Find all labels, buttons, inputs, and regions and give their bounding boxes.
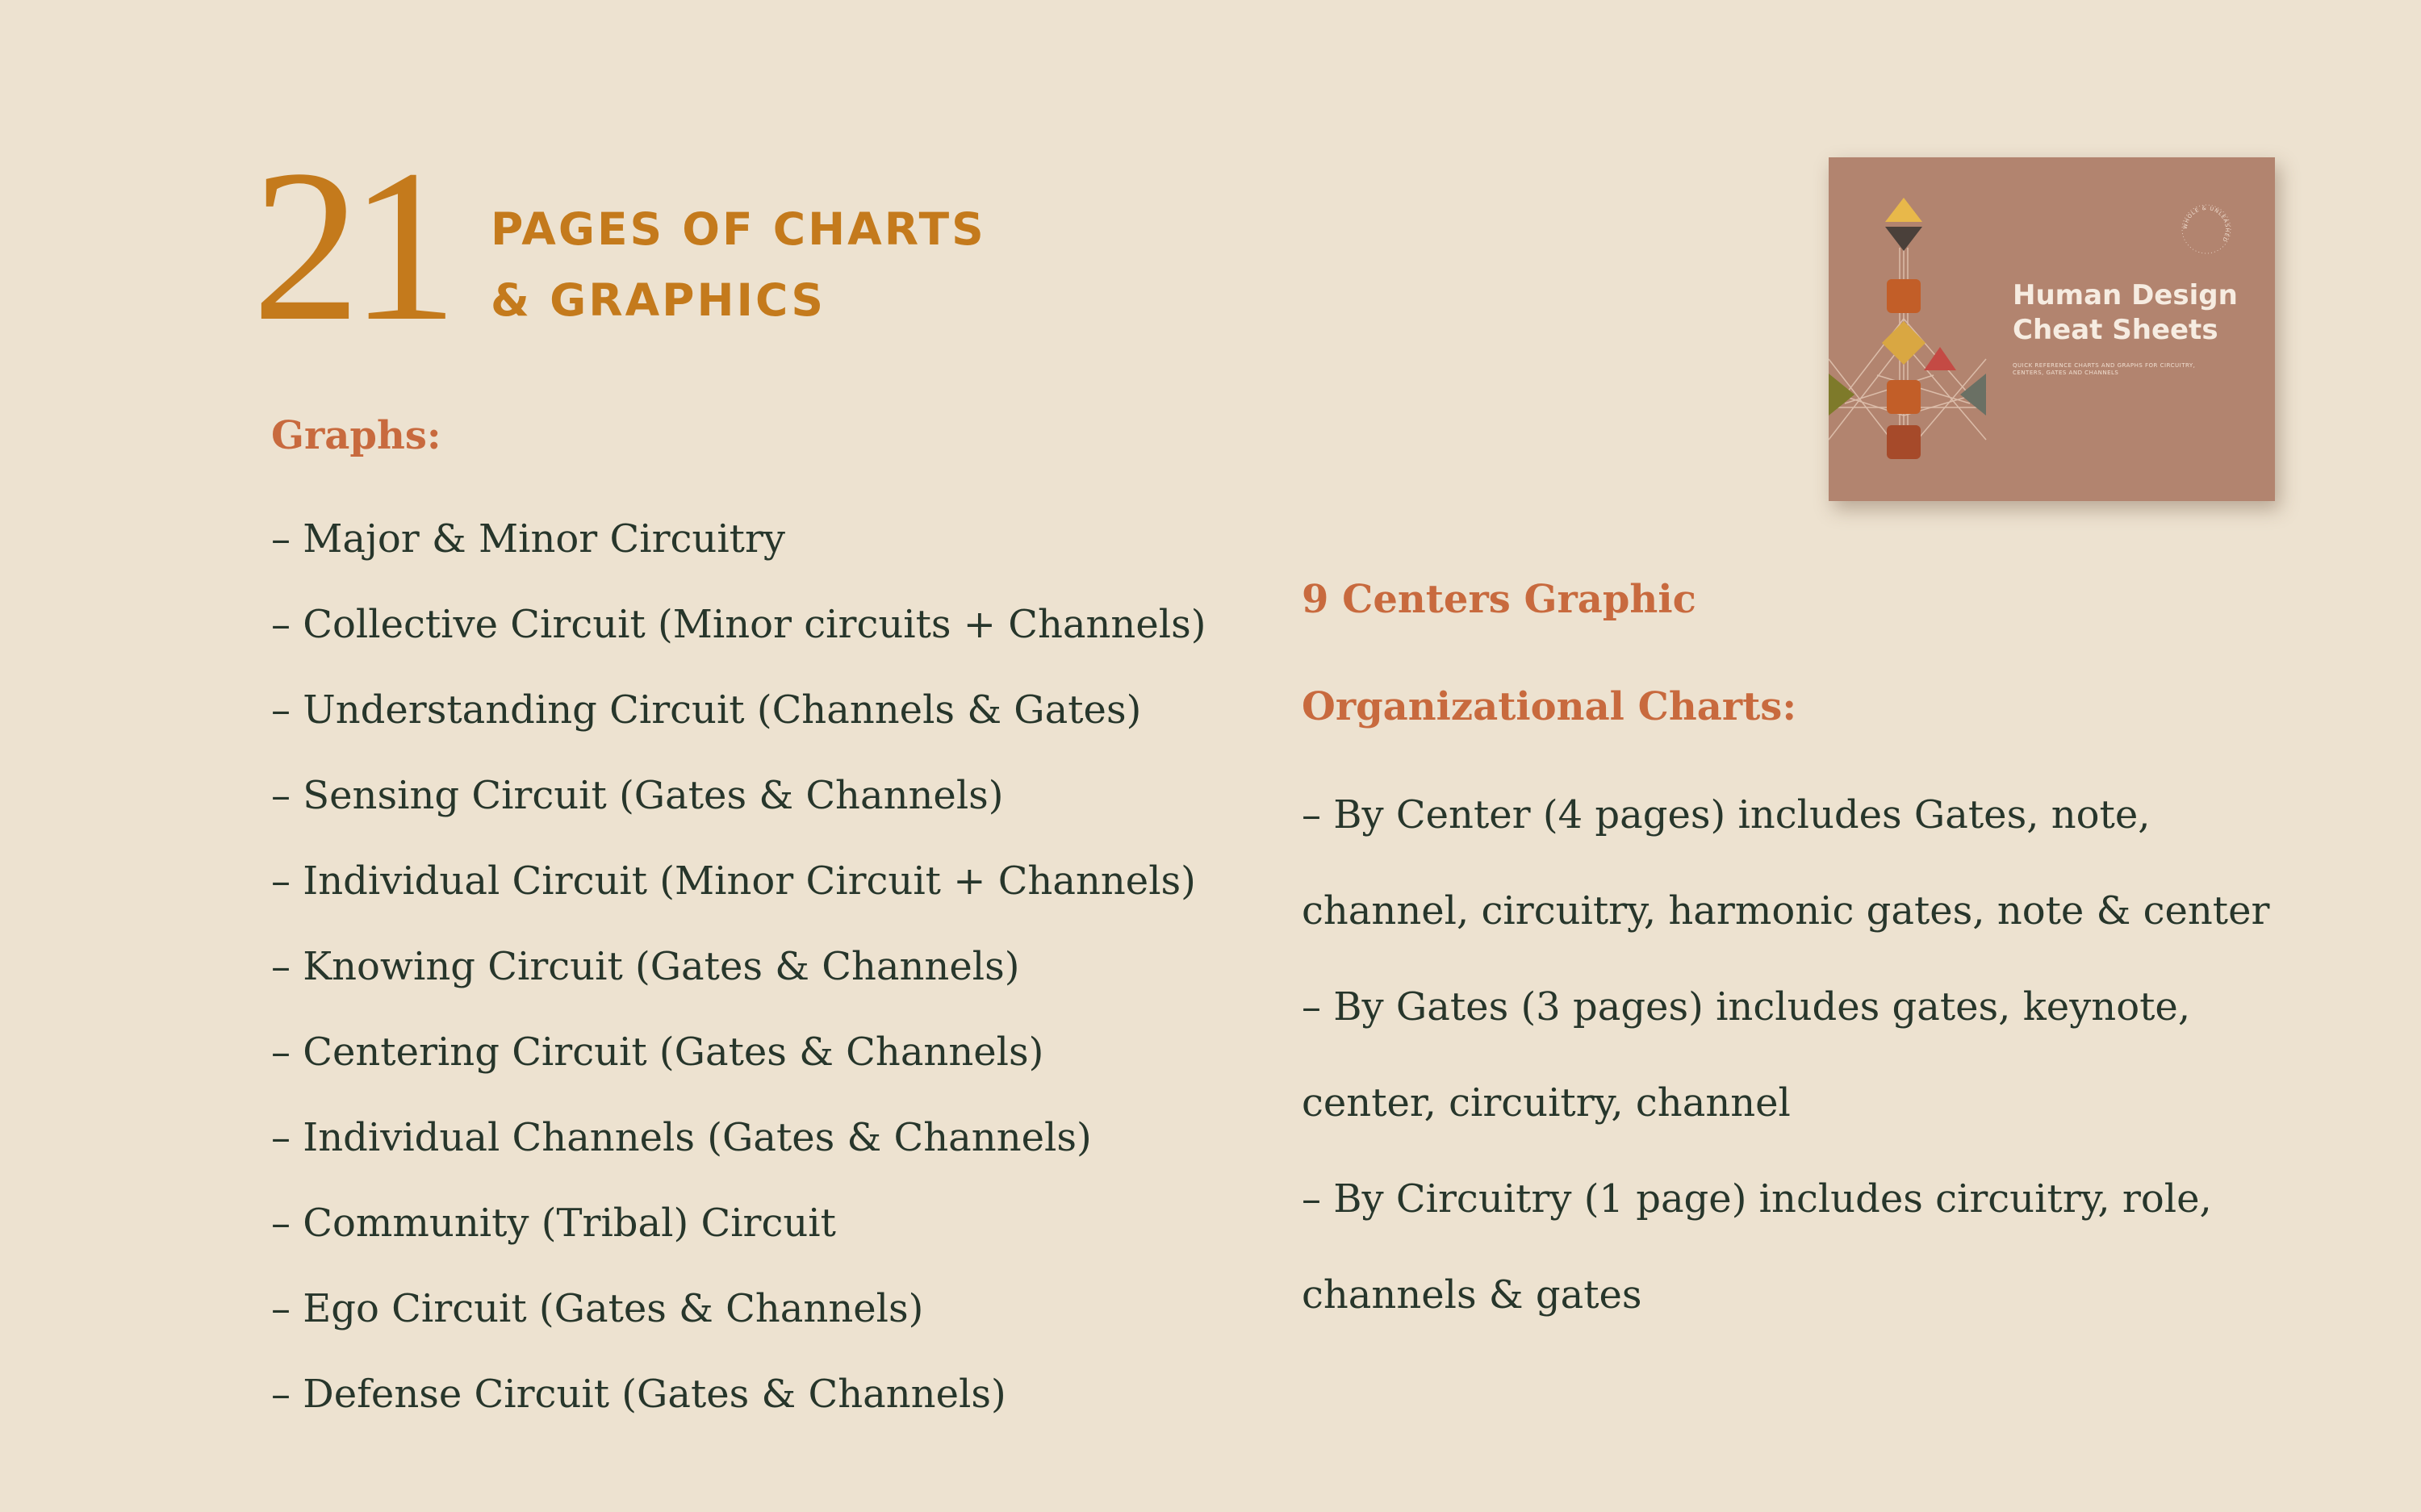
- graphs-list-item: – Individual Circuit (Minor Circuit + Channels): [271, 858, 1196, 904]
- headline-line-2: & GRAPHICS: [491, 274, 826, 326]
- graphs-list-item: – Sensing Circuit (Gates & Channels): [271, 773, 1004, 818]
- page-count-number: 21: [252, 125, 447, 366]
- graphs-list-item: – Knowing Circuit (Gates & Channels): [271, 944, 1020, 989]
- graphs-list-item: – Centering Circuit (Gates & Channels): [271, 1030, 1044, 1075]
- graphs-list-item: – Understanding Circuit (Channels & Gates): [271, 687, 1142, 733]
- centers-graphic-heading: 9 Centers Graphic: [1302, 577, 1696, 622]
- graphs-list-item: – Collective Circuit (Minor circuits + Channels): [271, 602, 1206, 647]
- org-charts-list-item: – By Center (4 pages) includes Gates, note, channel, circuitry, harmonic gates, note & center: [1302, 792, 2270, 934]
- cover-title: [2013, 278, 2238, 348]
- org-charts-list-item: – By Gates (3 pages) includes gates, keynote, center, circuitry, channel: [1302, 984, 2191, 1126]
- graphs-list-item: – Defense Circuit (Gates & Channels): [271, 1372, 1006, 1417]
- headline-line-1: PAGES OF CHARTS: [491, 203, 986, 255]
- org-charts-heading: Organizational Charts:: [1302, 684, 1797, 729]
- product-cover-image: [1829, 157, 2275, 501]
- graphs-list: [271, 496, 1206, 1437]
- graphs-list-item: – Ego Circuit (Gates & Channels): [271, 1286, 924, 1331]
- org-charts-list: [1302, 767, 2270, 1343]
- graphs-list-item: – Individual Channels (Gates & Channels): [271, 1115, 1092, 1160]
- svg-text:WHOLE & UNLEASHED: [2182, 205, 2231, 244]
- cover-subtitle: QUICK REFERENCE CHARTS AND GRAPHS FOR CIRCUITRY, CENTERS, GATES AND CHANNELS: [2013, 362, 2196, 376]
- graphs-heading: Graphs:: [271, 413, 441, 458]
- cover-title-line-1: Human Design: [2013, 279, 2238, 311]
- org-charts-list-item: – By Circuitry (1 page) includes circuitry, role, channels & gates: [1302, 1176, 2212, 1318]
- graphs-list-item: – Major & Minor Circuitry: [271, 516, 786, 562]
- bodygraph-illustration: [1829, 198, 1990, 501]
- brand-logo: [2178, 201, 2235, 257]
- cover-title-line-2: Cheat Sheets: [2013, 314, 2218, 346]
- brand-logo-text: WHOLE & UNLEASHED: [2181, 204, 2231, 244]
- headline: [491, 194, 986, 336]
- graphs-list-item: – Community (Tribal) Circuit: [271, 1201, 836, 1246]
